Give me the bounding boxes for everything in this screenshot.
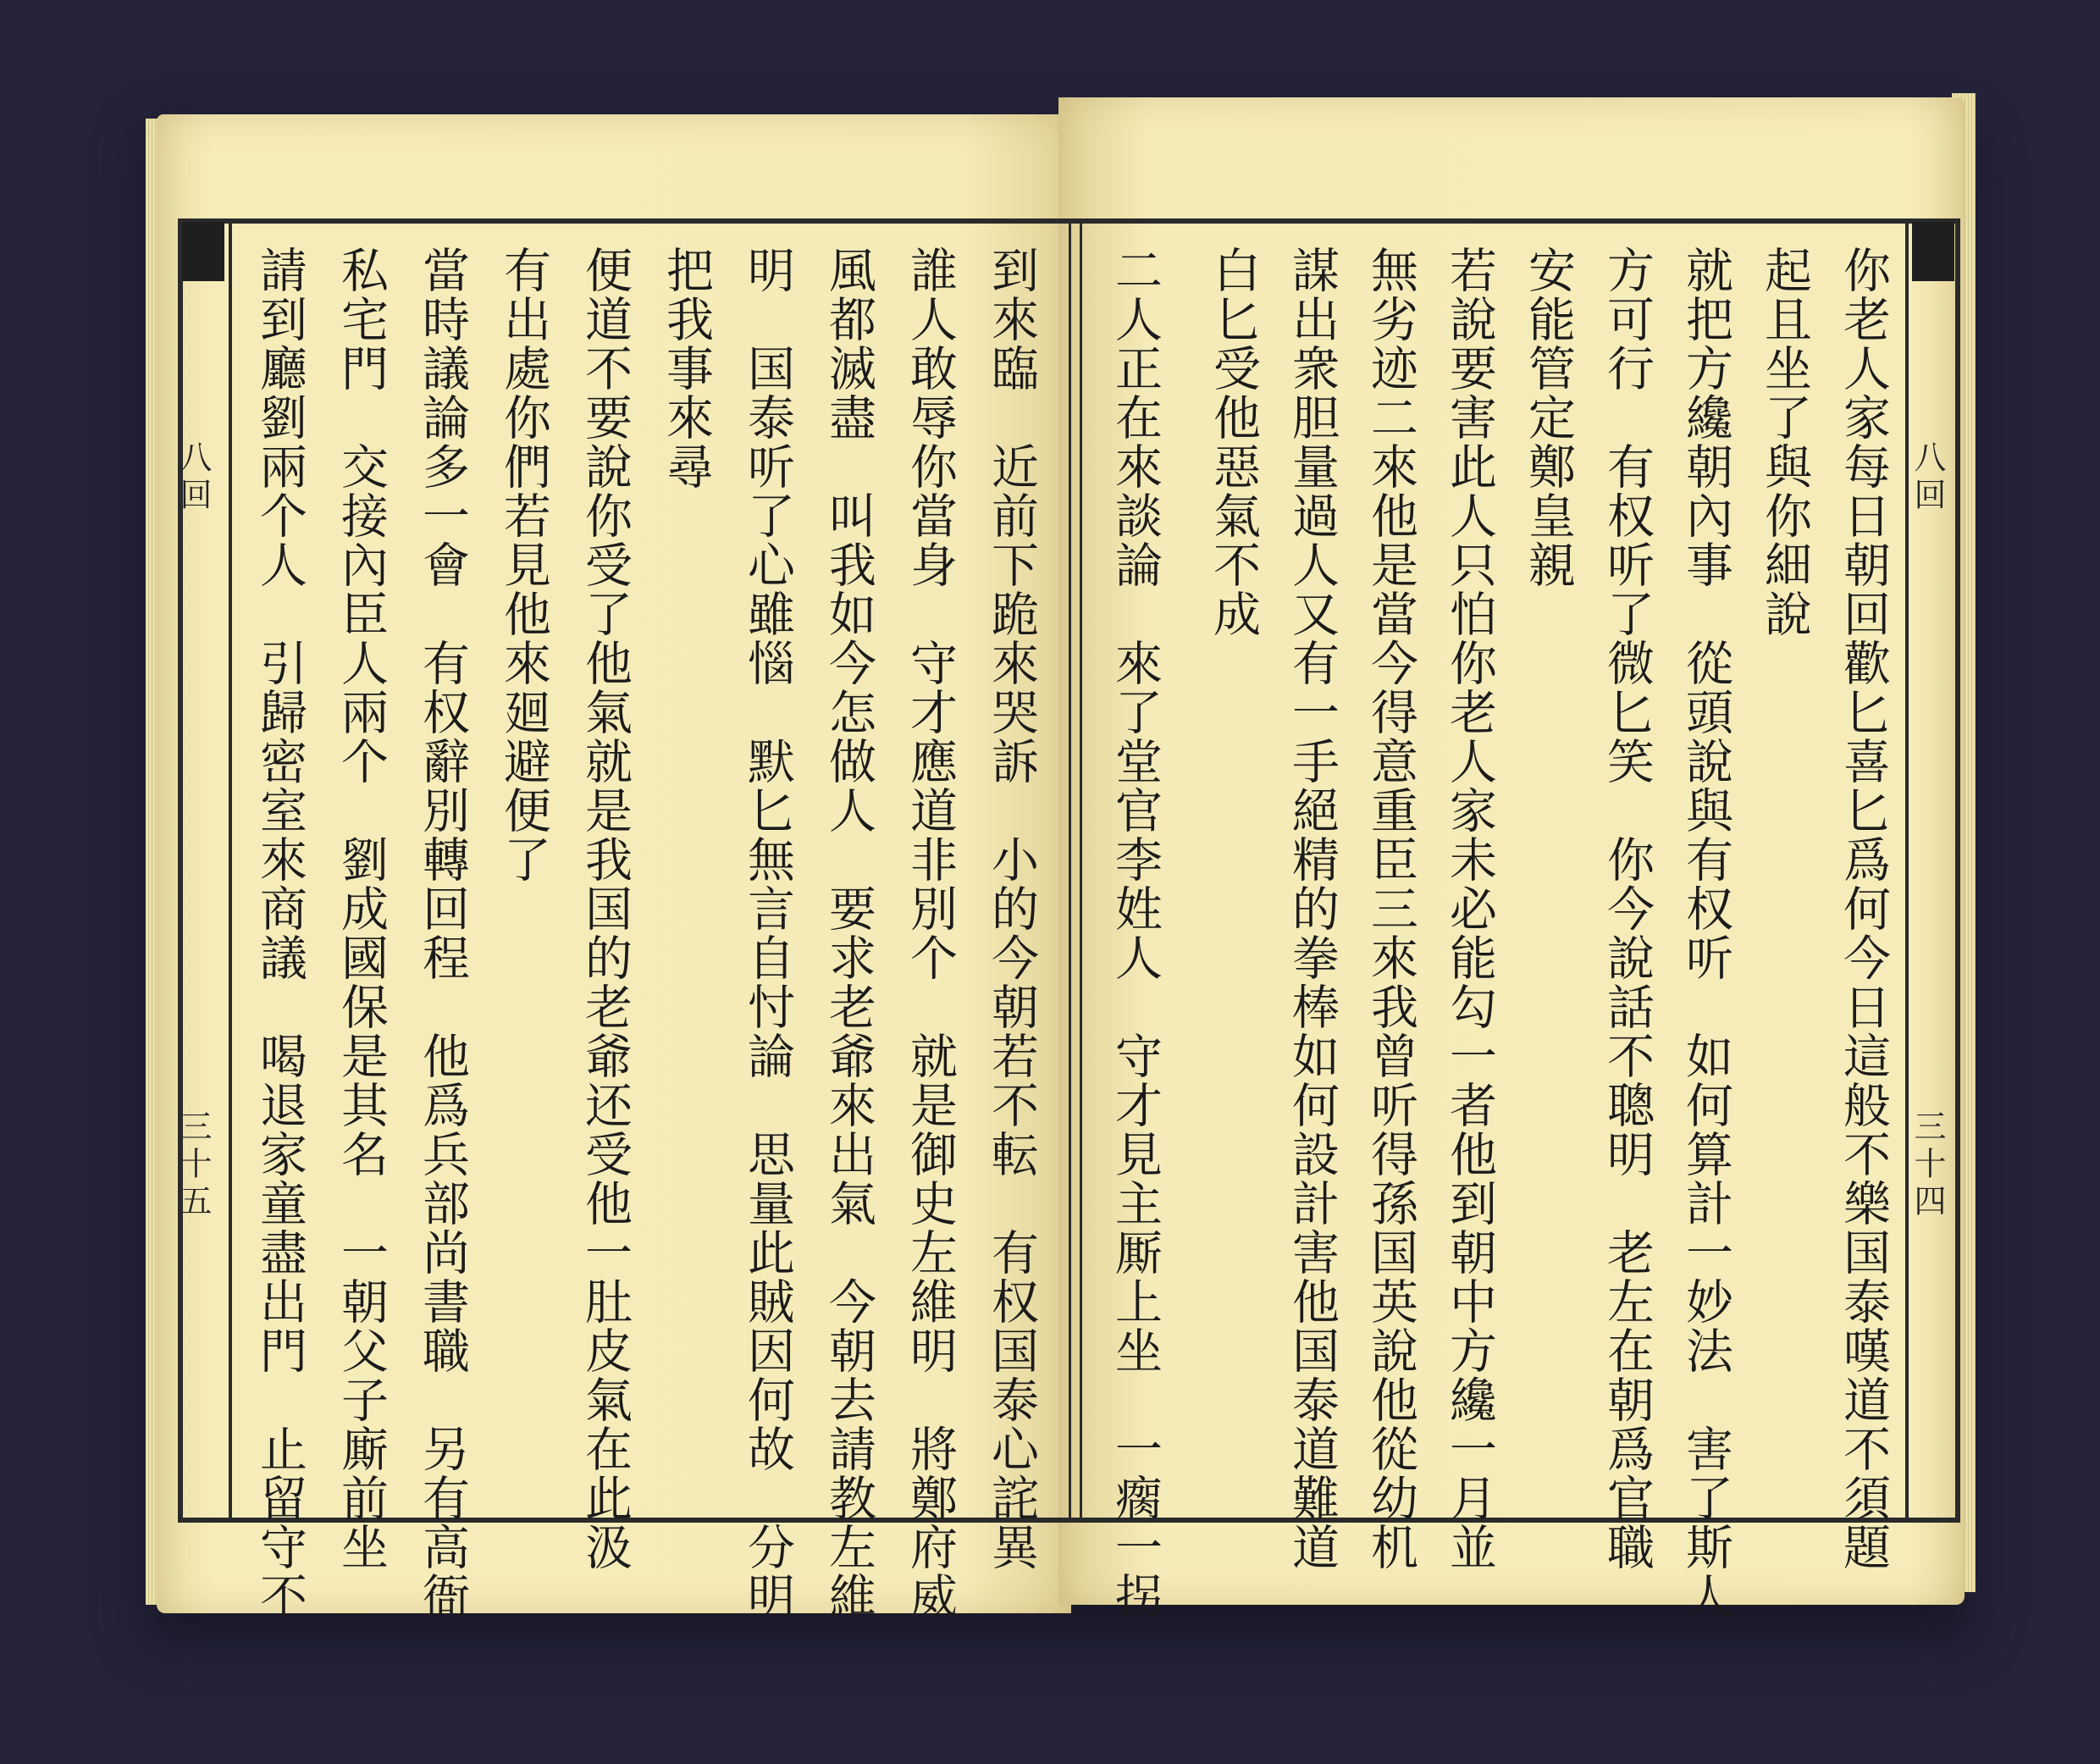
right-fish-tail-mark — [1912, 222, 1954, 281]
right-center-line — [1080, 218, 1082, 1523]
right-frame-inner-line — [1905, 218, 1909, 1523]
right-text-column: 方可行 有权听了微匕笑 你今說話不聰明 老左在朝爲官職 — [1600, 246, 1655, 1572]
right-text-column: 若說要害此人只怕你老人家未必能勾一者他到朝中方纔一月並 — [1442, 246, 1497, 1572]
right-text-column: 謀出衆胆量過人又有一手絕精的拳棒如何設計害他国泰道難道 — [1285, 246, 1340, 1572]
left-page-number: 三十五 — [174, 1109, 212, 1221]
left-text-column: 請到廳劉兩个人 引歸密室來商議 喝退家童盡出門 止留守不 — [252, 246, 307, 1621]
right-text-column: 就把方纔朝內事 從頭說與有权听 如何算計一妙法 害了斯人 — [1678, 246, 1733, 1621]
left-text-column: 明 国泰听了心雖惱 默匕無言自忖論 思量此賊因何故 分明 — [740, 246, 795, 1621]
left-text-column: 到來臨 近前下跪來哭訴 小的今朝若不転 有权国泰心詫異 — [984, 246, 1039, 1572]
left-center-line — [1069, 218, 1071, 1523]
left-text-column: 誰人敢辱你當身 守才應道非別个 就是御史左維明 將鄭府威 — [903, 246, 958, 1621]
right-page-number: 三十四 — [1909, 1109, 1946, 1221]
right-chapter-label: 八回 — [1909, 440, 1946, 515]
left-frame-inner-line — [229, 218, 232, 1523]
right-text-column: 二人正在來談論 來了堂官李姓人 守才見主厮上坐 一瘸一拐 — [1108, 246, 1163, 1621]
left-text-column: 私宅門 交接內臣人兩个 劉成國保是其名 一朝父子廝前坐 — [334, 246, 389, 1572]
left-text-column: 便道不要說你受了他氣就是我国的老爺还受他一肚皮氣在此汲 — [578, 246, 633, 1572]
left-fish-tail-mark — [182, 222, 224, 281]
right-text-column: 無劣迹二來他是當今得意重臣三來我曾听得孫国英說他從幼机 — [1363, 246, 1418, 1572]
left-text-column: 風都滅盡 叫我如今怎做人 要求老爺來出氣 今朝去請教左維 — [821, 246, 876, 1621]
right-text-column: 你老人家每日朝回歡匕喜匕爲何今日這般不樂国泰嘆道不須題 — [1836, 246, 1891, 1572]
right-text-column: 起且坐了與你細說 — [1757, 246, 1812, 639]
left-text-column: 當時議論多一會 有权辭別轉回程 他爲兵部尚書職 另有高衙 — [415, 246, 470, 1621]
left-text-column: 有出處你們若見他來廻避便了 — [496, 246, 551, 884]
left-chapter-label: 八回 — [174, 440, 212, 515]
right-text-column: 白匕受他惡氣不成 — [1206, 246, 1261, 639]
right-text-column: 安能管定鄭皇親 — [1521, 246, 1576, 589]
left-text-column: 把我事來尋 — [659, 246, 714, 491]
